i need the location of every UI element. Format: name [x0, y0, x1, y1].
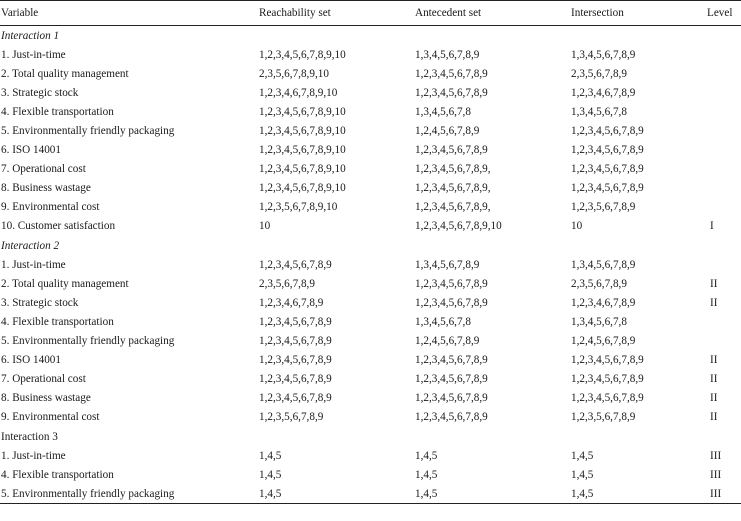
cell-level: II [710, 373, 718, 386]
cell-reachability-set: 2,3,5,6,7,8,9 [259, 277, 315, 290]
cell-antecedent-set: 1,2,3,4,5,6,7,8,9,10 [415, 220, 502, 233]
cell-reachability-set: 1,2,3,4,5,6,7,8,9 [259, 392, 332, 405]
table-row [0, 179, 741, 198]
cell-antecedent-set: 1,2,3,4,5,6,7,8,9 [415, 354, 488, 367]
cell-reachability-set: 1,2,3,4,5,6,7,8,9,10 [259, 105, 346, 118]
cell-variable: 5. Environmentally friendly packaging [1, 335, 175, 348]
cell-variable: 5. Environmentally friendly packaging [1, 125, 175, 138]
header-variable: Variable [0, 1, 258, 26]
cell-level [706, 141, 741, 160]
cell-reachability-set: 1,2,3,5,6,7,8,9,10 [259, 201, 338, 214]
cell-intersection: 1,2,3,4,5,6,7,8,9 [571, 144, 644, 157]
cell-variable: 1. Just-in-time [1, 449, 66, 462]
cell-intersection: 1,2,3,4,5,6,7,8,9 [571, 392, 644, 405]
cell-variable: 1. Just-in-time [1, 48, 66, 61]
cell-intersection: 1,3,4,5,6,7,8 [571, 105, 627, 118]
table-header [0, 1, 741, 26]
cell-level [706, 198, 741, 217]
cell-level [706, 179, 741, 198]
cell-intersection: 1,4,5 [571, 449, 594, 462]
cell-variable: 6. ISO 14001 [1, 354, 61, 367]
cell-antecedent-set: 1,3,4,5,6,7,8 [415, 315, 471, 328]
cell-variable: 4. Flexible transportation [1, 315, 114, 328]
cell-reachability-set: 1,2,3,4,5,6,7,8,9,10 [259, 125, 346, 138]
cell-intersection: 1,3,4,5,6,7,8,9 [571, 258, 636, 271]
table-row [0, 446, 741, 465]
cell-reachability-set: 1,4,5 [259, 468, 282, 481]
table-row [0, 332, 741, 351]
cell-variable: 10. Customer satisfaction [1, 220, 116, 233]
cell-intersection: 1,2,3,4,5,6,7,8,9 [571, 373, 644, 386]
cell-reachability-set: 1,2,3,4,5,6,7,8,9 [259, 335, 332, 348]
cell-reachability-set: 1,2,3,4,6,7,8,9 [259, 296, 324, 309]
cell-reachability-set: 10 [259, 220, 271, 233]
table-row [0, 198, 741, 217]
cell-variable: 5. Environmentally friendly packaging [0, 484, 258, 504]
cell-level: II [710, 277, 718, 290]
cell-reachability-set: 2,3,5,6,7,8,9,10 [259, 67, 329, 80]
cell-variable: 8. Business wastage [1, 182, 91, 195]
table-row [0, 312, 741, 331]
cell-intersection: 2,3,5,6,7,8,9 [571, 67, 627, 80]
cell-intersection: 2,3,5,6,7,8,9 [571, 277, 627, 290]
table-row [0, 83, 741, 102]
table-row [0, 217, 741, 236]
table-row [0, 64, 741, 83]
cell-antecedent-set: 1,3,4,5,6,7,8,9 [415, 258, 480, 271]
cell-intersection: 1,3,4,5,6,7,8 [571, 315, 627, 328]
cell-level: II [710, 392, 718, 405]
section-title: Interaction 3 [1, 430, 58, 443]
table-row [0, 102, 741, 121]
cell-intersection: 1,2,3,4,5,6,7,8,9 [571, 125, 644, 138]
section-title: Interaction 1 [1, 29, 60, 42]
cell-antecedent-set: 1,2,3,4,5,6,7,8,9, [415, 201, 491, 214]
cell-level: II [710, 296, 718, 309]
table-row [0, 45, 741, 64]
cell-antecedent-set: 1,2,3,4,5,6,7,8,9 [415, 144, 488, 157]
cell-variable: 9. Environmental cost [1, 201, 100, 214]
cell-level [706, 160, 741, 179]
table-row [0, 408, 741, 427]
table-row [0, 370, 741, 389]
cell-antecedent-set: 1,2,3,4,5,6,7,8,9 [415, 67, 488, 80]
section-row [0, 427, 741, 446]
cell-antecedent-set: 1,2,3,4,5,6,7,8,9, [415, 163, 491, 176]
cell-intersection: 1,2,3,4,5,6,7,8,9 [571, 354, 644, 367]
header-reachability-set: Reachability set [258, 1, 414, 26]
cell-antecedent-set: 1,4,5 [415, 468, 438, 481]
cell-antecedent-set: 1,3,4,5,6,7,8,9 [415, 48, 480, 61]
section-title: Interaction 2 [1, 239, 60, 252]
cell-variable: 9. Environmental cost [1, 411, 100, 424]
cell-level [706, 45, 741, 64]
cell-variable: 3. Strategic stock [1, 86, 79, 99]
table-row [0, 484, 741, 504]
cell-antecedent-set: 1,2,3,4,5,6,7,8,9 [415, 86, 488, 99]
cell-level [706, 255, 741, 274]
cell-reachability-set: 1,2,3,4,5,6,7,8,9,10 [259, 48, 346, 61]
cell-intersection: 1,4,5 [570, 484, 706, 504]
section-row [0, 26, 741, 46]
cell-reachability-set: 1,4,5 [258, 484, 414, 504]
table-row [0, 293, 741, 312]
cell-reachability-set: 1,2,3,4,5,6,7,8,9 [259, 258, 332, 271]
cell-reachability-set: 1,2,3,4,5,6,7,8,9 [259, 315, 332, 328]
cell-level: II [710, 411, 718, 424]
table-row [0, 389, 741, 408]
cell-antecedent-set: 1,3,4,5,6,7,8 [415, 105, 471, 118]
cell-reachability-set: 1,2,3,4,5,6,7,8,9,10 [259, 144, 346, 157]
cell-intersection: 1,2,3,4,5,6,7,8,9 [571, 182, 644, 195]
cell-variable: 2. Total quality management [1, 67, 129, 80]
table-row [0, 141, 741, 160]
cell-reachability-set: 1,2,3,4,5,6,7,8,9,10 [259, 163, 346, 176]
cell-variable: 2. Total quality management [1, 277, 129, 290]
cell-antecedent-set: 1,4,5 [415, 449, 438, 462]
cell-reachability-set: 1,2,3,4,5,6,7,8,9 [259, 354, 332, 367]
cell-level [706, 64, 741, 83]
header-intersection: Intersection [570, 1, 706, 26]
cell-antecedent-set: 1,2,3,4,5,6,7,8,9 [415, 296, 488, 309]
cell-variable: 8. Business wastage [1, 392, 91, 405]
cell-reachability-set: 1,2,3,5,6,7,8,9 [259, 411, 324, 424]
cell-intersection: 1,2,3,5,6,7,8,9 [571, 411, 636, 424]
table-row [0, 255, 741, 274]
cell-antecedent-set: 1,2,4,5,6,7,8,9 [415, 335, 480, 348]
cell-level: I [710, 220, 714, 233]
cell-level: III [706, 484, 741, 504]
cell-intersection: 1,2,4,5,6,7,8,9 [571, 335, 636, 348]
cell-antecedent-set: 1,2,3,4,5,6,7,8,9 [415, 277, 488, 290]
cell-level [706, 121, 741, 140]
cell-intersection: 1,2,3,4,6,7,8,9 [571, 296, 636, 309]
cell-intersection: 1,2,3,4,6,7,8,9 [571, 86, 636, 99]
cell-reachability-set: 1,2,3,4,6,7,8,9,10 [259, 86, 338, 99]
cell-reachability-set: 1,2,3,4,5,6,7,8,9,10 [259, 182, 346, 195]
cell-intersection: 1,3,4,5,6,7,8,9 [571, 48, 636, 61]
table-row [0, 160, 741, 179]
header-row [0, 1, 741, 26]
cell-level [706, 332, 741, 351]
header-antecedent-set: Antecedent set [414, 1, 570, 26]
table-row [0, 274, 741, 293]
section-row [0, 236, 741, 255]
cell-intersection: 1,4,5 [571, 468, 594, 481]
cell-level: III [710, 449, 722, 462]
cell-variable: 6. ISO 14001 [1, 144, 61, 157]
cell-antecedent-set: 1,2,3,4,5,6,7,8,9 [415, 392, 488, 405]
cell-variable: 4. Flexible transportation [1, 468, 114, 481]
cell-variable: 7. Operational cost [1, 163, 86, 176]
table-row [0, 121, 741, 140]
cell-variable: 1. Just-in-time [1, 258, 66, 271]
cell-reachability-set: 1,4,5 [259, 449, 282, 462]
cell-antecedent-set: 1,2,4,5,6,7,8,9 [415, 125, 480, 138]
table-row [0, 351, 741, 370]
cell-level: II [710, 354, 718, 367]
table-row [0, 465, 741, 484]
cell-intersection: 1,2,3,4,5,6,7,8,9 [571, 163, 644, 176]
cell-reachability-set: 1,2,3,4,5,6,7,8,9 [259, 373, 332, 386]
cell-level [706, 312, 741, 331]
cell-antecedent-set: 1,2,3,4,5,6,7,8,9, [415, 182, 491, 195]
cell-intersection: 10 [571, 220, 583, 233]
cell-level [706, 83, 741, 102]
table-body [0, 26, 741, 504]
cell-antecedent-set: 1,4,5 [414, 484, 570, 504]
cell-variable: 3. Strategic stock [1, 296, 79, 309]
cell-antecedent-set: 1,2,3,4,5,6,7,8,9 [415, 373, 488, 386]
cell-variable: 7. Operational cost [1, 373, 86, 386]
cell-intersection: 1,2,3,5,6,7,8,9 [571, 201, 636, 214]
cell-variable: 4. Flexible transportation [1, 105, 114, 118]
cell-level [706, 102, 741, 121]
cell-level: III [710, 468, 722, 481]
header-level: Level [706, 1, 741, 26]
cell-antecedent-set: 1,2,3,4,5,6,7,8,9 [415, 411, 488, 424]
